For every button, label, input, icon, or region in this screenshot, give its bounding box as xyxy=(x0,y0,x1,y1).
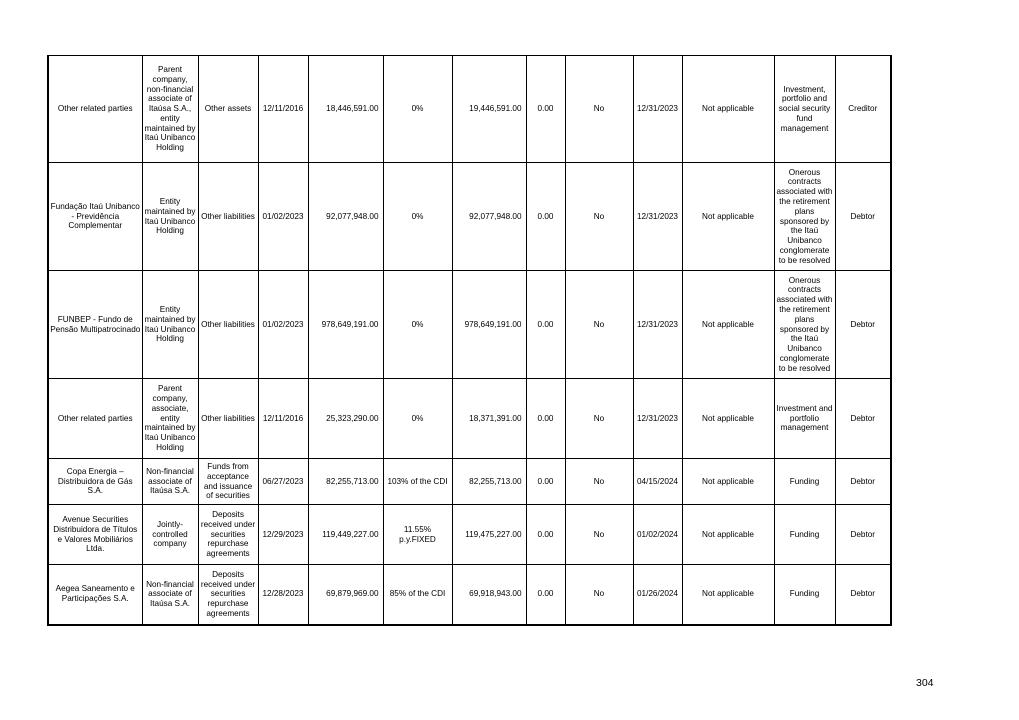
table-row xyxy=(48,505,891,565)
cell-termination-conditions: Not applicable xyxy=(682,163,774,271)
cell-related-party-name: Aegea Saneamento e Participações S.A. xyxy=(48,565,142,625)
cell-amount-involved: 92,077,948.00 xyxy=(308,163,383,271)
cell-amount-involved: 25,323,290.00 xyxy=(308,379,383,459)
cell-balance: 92,077,948.00 xyxy=(452,163,526,271)
cell-interest-rate: 0% xyxy=(383,379,452,459)
table-row xyxy=(48,379,891,459)
cell-item: Other liabilities xyxy=(198,379,258,459)
cell-is-loan: No xyxy=(565,505,633,565)
cell-balance: 82,255,713.00 xyxy=(452,459,526,505)
cell-position: Debtor xyxy=(835,163,891,271)
cell-item: Other liabilities xyxy=(198,163,258,271)
cell-maturity-date: 04/15/2024 xyxy=(633,459,682,505)
cell-maturity-date: 12/31/2023 xyxy=(633,56,682,163)
cell-position: Debtor xyxy=(835,271,891,379)
cell-amount-in-favor: 0.00 xyxy=(526,379,565,459)
cell-amount-involved: 978,649,191.00 xyxy=(308,271,383,379)
cell-position: Creditor xyxy=(835,56,891,163)
cell-transaction-date: 12/29/2023 xyxy=(258,505,308,565)
cell-amount-involved: 119,449,227.00 xyxy=(308,505,383,565)
cell-amount-involved: 18,446,591.00 xyxy=(308,56,383,163)
cell-related-party-name: FUNBEP - Fundo de Pensão Multipatrocinado xyxy=(48,271,142,379)
cell-amount-in-favor: 0.00 xyxy=(526,56,565,163)
related-party-transactions-table xyxy=(47,55,892,626)
cell-amount-involved: 82,255,713.00 xyxy=(308,459,383,505)
cell-related-party-name: Other related parties xyxy=(48,56,142,163)
cell-is-loan: No xyxy=(565,163,633,271)
cell-item: Funds from acceptance and issuance of securities xyxy=(198,459,258,505)
cell-item: Deposits received under securities repurchase agreements xyxy=(198,565,258,625)
table-row xyxy=(48,163,891,271)
cell-interest-rate: 103% of the CDI xyxy=(383,459,452,505)
cell-transaction-date: 06/27/2023 xyxy=(258,459,308,505)
cell-amount-in-favor: 0.00 xyxy=(526,565,565,625)
cell-related-party-name: Fundação Itaú Unibanco - Previdência Complementar xyxy=(48,163,142,271)
cell-position: Debtor xyxy=(835,565,891,625)
cell-termination-conditions: Not applicable xyxy=(682,505,774,565)
cell-amount-in-favor: 0.00 xyxy=(526,505,565,565)
cell-purpose: Onerous contracts associated with the retirement plans sponsored by the Itaú Unibanco conglomerate to be resolved xyxy=(774,163,835,271)
cell-amount-in-favor: 0.00 xyxy=(526,271,565,379)
cell-transaction-date: 12/11/2016 xyxy=(258,56,308,163)
table-body xyxy=(48,56,891,625)
cell-termination-conditions: Not applicable xyxy=(682,271,774,379)
cell-balance: 978,649,191.00 xyxy=(452,271,526,379)
cell-related-party-name: Copa Energia – Distribuidora de Gás S.A. xyxy=(48,459,142,505)
cell-purpose: Funding xyxy=(774,505,835,565)
table-row xyxy=(48,56,891,163)
cell-interest-rate: 85% of the CDI xyxy=(383,565,452,625)
cell-position: Debtor xyxy=(835,379,891,459)
cell-purpose: Funding xyxy=(774,565,835,625)
cell-termination-conditions: Not applicable xyxy=(682,379,774,459)
cell-balance: 19,446,591.00 xyxy=(452,56,526,163)
cell-termination-conditions: Not applicable xyxy=(682,459,774,505)
cell-maturity-date: 12/31/2023 xyxy=(633,163,682,271)
cell-item: Other liabilities xyxy=(198,271,258,379)
cell-transaction-date: 12/11/2016 xyxy=(258,379,308,459)
cell-purpose: Onerous contracts associated with the retirement plans sponsored by the Itaú Unibanco conglomerate to be resolved xyxy=(774,271,835,379)
cell-is-loan: No xyxy=(565,56,633,163)
cell-is-loan: No xyxy=(565,459,633,505)
cell-position: Debtor xyxy=(835,505,891,565)
cell-relationship: Non-financial associate of Itaúsa S.A. xyxy=(142,459,198,505)
cell-position: Debtor xyxy=(835,459,891,505)
cell-transaction-date: 01/02/2023 xyxy=(258,271,308,379)
cell-maturity-date: 01/26/2024 xyxy=(633,565,682,625)
cell-interest-rate: 0% xyxy=(383,56,452,163)
cell-item: Other assets xyxy=(198,56,258,163)
cell-transaction-date: 12/28/2023 xyxy=(258,565,308,625)
cell-purpose: Funding xyxy=(774,459,835,505)
cell-related-party-name: Avenue Securities Distribuidora de Títulos e Valores Mobiliários Ltda. xyxy=(48,505,142,565)
cell-balance: 69,918,943.00 xyxy=(452,565,526,625)
cell-relationship: Entity maintained by Itaú Unibanco Holding xyxy=(142,163,198,271)
cell-relationship: Non-financial associate of Itaúsa S.A. xyxy=(142,565,198,625)
cell-maturity-date: 01/02/2024 xyxy=(633,505,682,565)
cell-maturity-date: 12/31/2023 xyxy=(633,271,682,379)
cell-purpose: Investment and portfolio management xyxy=(774,379,835,459)
cell-is-loan: No xyxy=(565,565,633,625)
cell-relationship: Entity maintained by Itaú Unibanco Holding xyxy=(142,271,198,379)
cell-balance: 119,475,227.00 xyxy=(452,505,526,565)
table-row xyxy=(48,459,891,505)
cell-transaction-date: 01/02/2023 xyxy=(258,163,308,271)
cell-purpose: Investment, portfolio and social security fund management xyxy=(774,56,835,163)
cell-related-party-name: Other related parties xyxy=(48,379,142,459)
cell-interest-rate: 0% xyxy=(383,271,452,379)
cell-balance: 18,371,391.00 xyxy=(452,379,526,459)
cell-termination-conditions: Not applicable xyxy=(682,56,774,163)
cell-item: Deposits received under securities repurchase agreements xyxy=(198,505,258,565)
cell-is-loan: No xyxy=(565,271,633,379)
cell-relationship: Jointly-controlled company xyxy=(142,505,198,565)
table-row xyxy=(48,565,891,625)
cell-amount-in-favor: 0.00 xyxy=(526,459,565,505)
page-number: 304 xyxy=(916,677,934,689)
cell-interest-rate: 0% xyxy=(383,163,452,271)
cell-is-loan: No xyxy=(565,379,633,459)
cell-termination-conditions: Not applicable xyxy=(682,565,774,625)
cell-interest-rate: 11.55% p.y.FIXED xyxy=(383,505,452,565)
cell-relationship: Parent company, associate, entity maintained by Itaú Unibanco Holding xyxy=(142,379,198,459)
cell-maturity-date: 12/31/2023 xyxy=(633,379,682,459)
cell-amount-in-favor: 0.00 xyxy=(526,163,565,271)
table-row xyxy=(48,271,891,379)
cell-relationship: Parent company, non-financial associate of Itaúsa S.A., entity maintained by Itaú Unibanco Holding xyxy=(142,56,198,163)
cell-amount-involved: 69,879,969.00 xyxy=(308,565,383,625)
